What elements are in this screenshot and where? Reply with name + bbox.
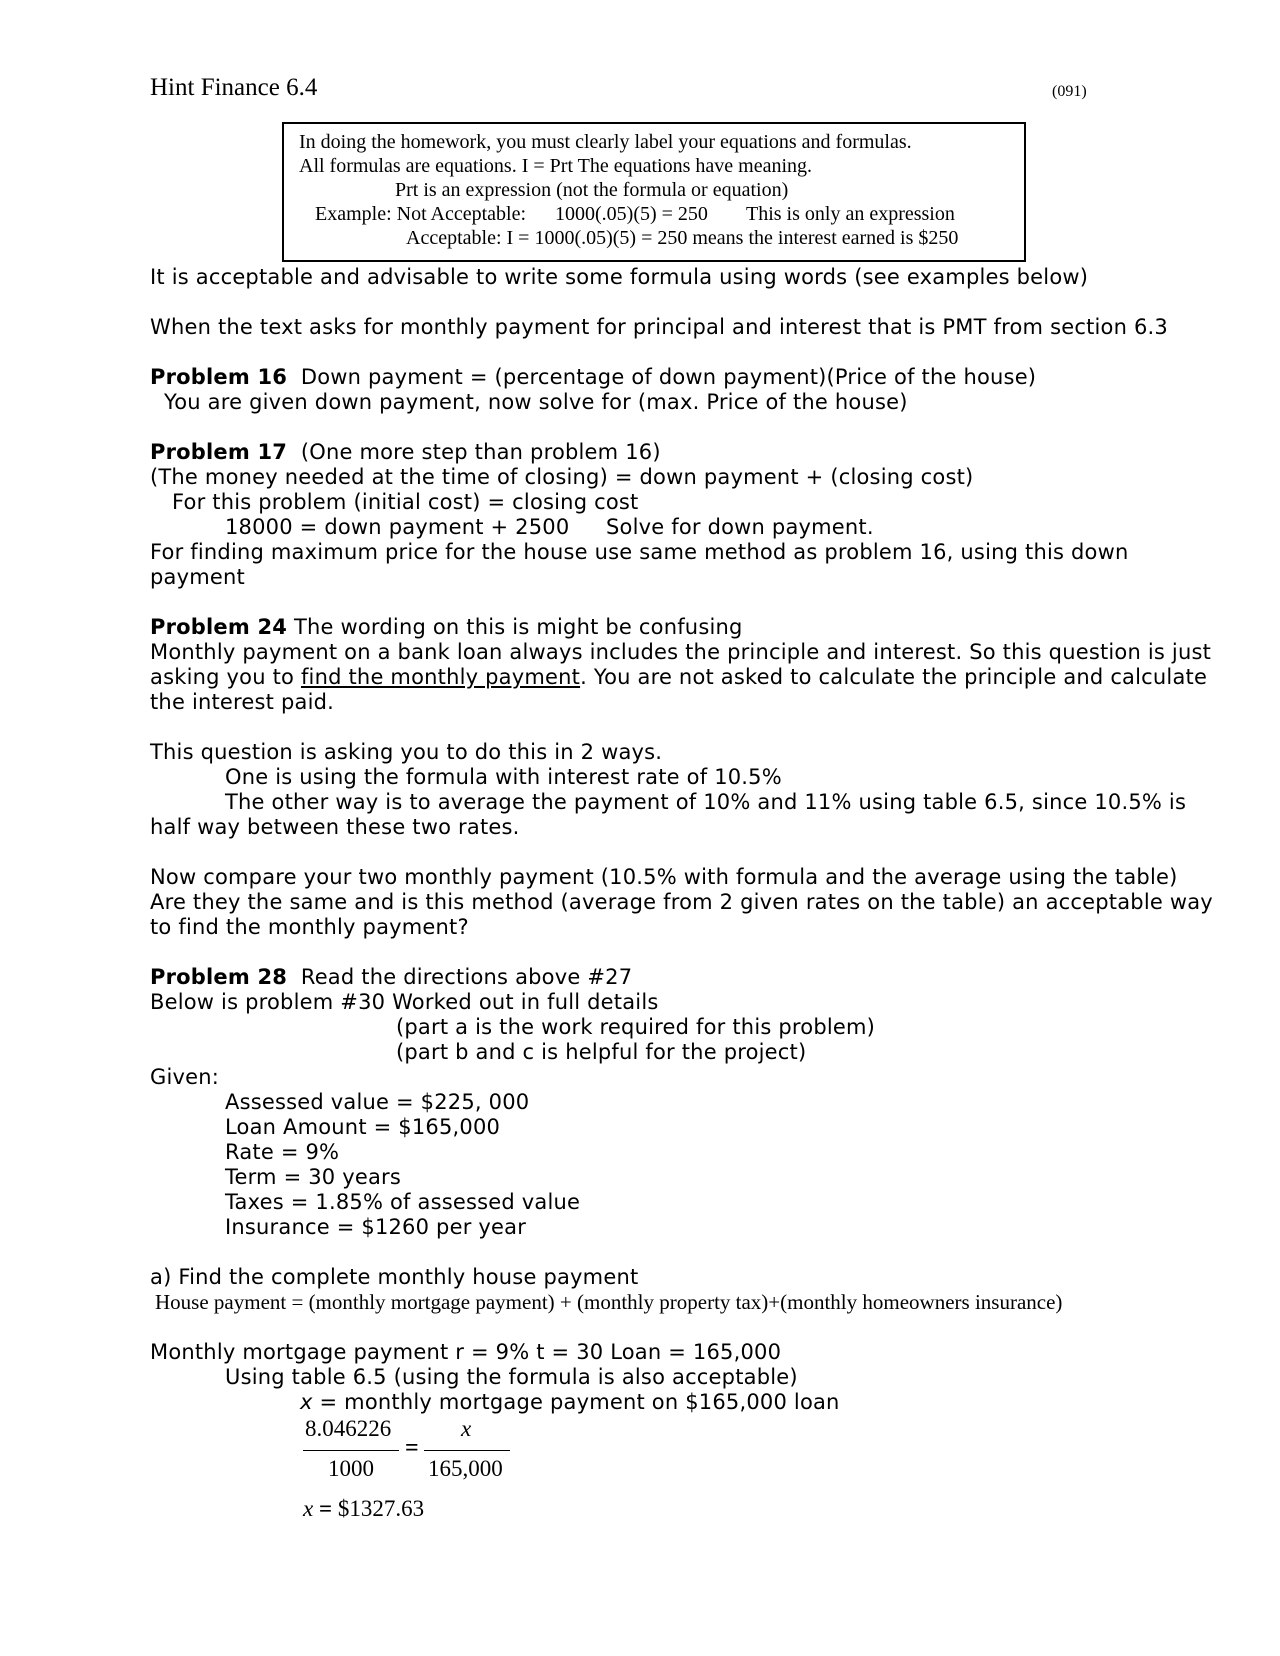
- problem-16-line-1: [150, 365, 1036, 389]
- problem-24-line-2: Monthly payment on a bank loan always includes the principle and interest. So this question is just: [150, 640, 1212, 664]
- problem-16-label: Problem 16: [150, 365, 288, 389]
- result-variable: x: [303, 1496, 314, 1521]
- problem-17-line-1: [150, 440, 661, 464]
- page-code: (091): [1052, 83, 1087, 100]
- problem-24-line-7: The other way is to average the payment of 10% and 11% using table 6.5, since 10.5% is: [225, 790, 1187, 814]
- problem-24-line-8: half way between these two rates.: [150, 815, 520, 839]
- fraction-1-denominator: 1000: [328, 1456, 374, 1481]
- equals-sign: =: [405, 1435, 419, 1461]
- note-line-3: Prt is an expression (not the formula or equation): [395, 179, 789, 201]
- problem-24-line-5: This question is asking you to do this in 2 ways.: [150, 740, 663, 764]
- problem-28-text: Read the directions above #27: [300, 965, 633, 989]
- problem-28-label: Problem 28: [150, 965, 288, 989]
- problem-17-equation-note: Solve for down payment.: [606, 515, 874, 539]
- problem-24-label: Problem 24: [150, 615, 288, 639]
- result-equals: =: [313, 1496, 338, 1521]
- problem-24-line-10: Are they the same and is this method (average from 2 given rates on the table) an acceptable way: [150, 890, 1213, 914]
- problem-24-line-11: to find the monthly payment?: [150, 915, 469, 939]
- given-item: Rate = 9%: [225, 1140, 340, 1164]
- x-definition: [300, 1390, 840, 1414]
- note-box: [282, 122, 1026, 262]
- fraction-1-numerator: 8.046226: [305, 1416, 392, 1441]
- note-line-4-expr: 1000(.05)(5) = 250: [555, 203, 708, 225]
- problem-24-line-3-pre: asking you to: [150, 665, 301, 689]
- problem-28-line-4: (part b and c is helpful for the project): [396, 1040, 807, 1064]
- problem-28-line-3: (part a is the work required for this problem): [396, 1015, 876, 1039]
- intro-line-1: It is acceptable and advisable to write some formula using words (see examples below): [150, 265, 1089, 289]
- given-item: Insurance = $1260 per year: [225, 1215, 527, 1239]
- problem-28-line-2: Below is problem #30 Worked out in full details: [150, 990, 659, 1014]
- table-line: Using table 6.5 (using the formula is also acceptable): [225, 1365, 798, 1389]
- problem-24-line-3-post: . You are not asked to calculate the principle and calculate: [580, 665, 1208, 689]
- problem-24-line-3: [150, 665, 1207, 689]
- problem-24-line-6: One is using the formula with interest rate of 10.5%: [225, 765, 782, 789]
- result-line: [303, 1496, 424, 1522]
- problem-24-emphasis: find the monthly payment: [300, 665, 581, 689]
- problem-16-line-2: You are given down payment, now solve for (max. Price of the house): [164, 390, 908, 414]
- given-item: Term = 30 years: [225, 1165, 402, 1189]
- problem-24-line-9: Now compare your two monthly payment (10.5% with formula and the average using the table): [150, 865, 1178, 889]
- problem-17-line-2: (The money needed at the time of closing) = down payment + (closing cost): [150, 465, 974, 489]
- problem-28-line-1: [150, 965, 632, 989]
- page-title: Hint Finance 6.4: [150, 74, 318, 101]
- house-payment-formula: House payment = (monthly mortgage payment) + (monthly property tax)+(monthly homeowners insurance): [155, 1290, 1063, 1314]
- note-line-5: Acceptable: I = 1000(.05)(5) = 250 means the interest earned is $250: [406, 227, 959, 249]
- problem-17-text: (One more step than problem 16): [300, 440, 661, 464]
- problem-17-line-5: For finding maximum price for the house use same method as problem 16, using this down: [150, 540, 1129, 564]
- mortgage-line: Monthly mortgage payment r = 9% t = 30 Loan = 165,000: [150, 1340, 782, 1364]
- x-definition-text: = monthly mortgage payment on $165,000 loan: [312, 1390, 840, 1414]
- x-variable: x: [300, 1390, 313, 1414]
- fraction-2-bar: [424, 1450, 510, 1451]
- problem-24-line-4: the interest paid.: [150, 690, 335, 714]
- intro-line-2: When the text asks for monthly payment for principal and interest that is PMT from section 6.3: [150, 315, 1168, 339]
- given-item: Loan Amount = $165,000: [225, 1115, 501, 1139]
- given-item: Assessed value = $225, 000: [225, 1090, 530, 1114]
- problem-24-text: The wording on this is might be confusing: [293, 615, 743, 639]
- fraction-2-denominator: 165,000: [428, 1456, 503, 1481]
- fraction-1-bar: [303, 1450, 399, 1451]
- problem-17-equation: 18000 = down payment + 2500: [225, 515, 570, 539]
- note-line-2: All formulas are equations. I = Prt The equations have meaning.: [299, 155, 812, 177]
- problem-17-line-6: payment: [150, 565, 245, 589]
- given-item: Taxes = 1.85% of assessed value: [225, 1190, 581, 1214]
- part-a-title: a) Find the complete monthly house payment: [150, 1265, 639, 1289]
- note-line-4-note: This is only an expression: [746, 203, 955, 225]
- given-label: Given:: [150, 1065, 220, 1089]
- result-value: $1327.63: [337, 1496, 425, 1521]
- problem-17-label: Problem 17: [150, 440, 288, 464]
- fraction-2-numerator: x: [461, 1416, 472, 1441]
- problem-16-text: Down payment = (percentage of down payment)(Price of the house): [300, 365, 1037, 389]
- note-line-4-label: Example: Not Acceptable:: [315, 203, 527, 225]
- problem-17-line-3: For this problem (initial cost) = closing cost: [172, 490, 639, 514]
- note-line-1: In doing the homework, you must clearly label your equations and formulas.: [299, 131, 912, 153]
- problem-24-line-1: [150, 615, 743, 639]
